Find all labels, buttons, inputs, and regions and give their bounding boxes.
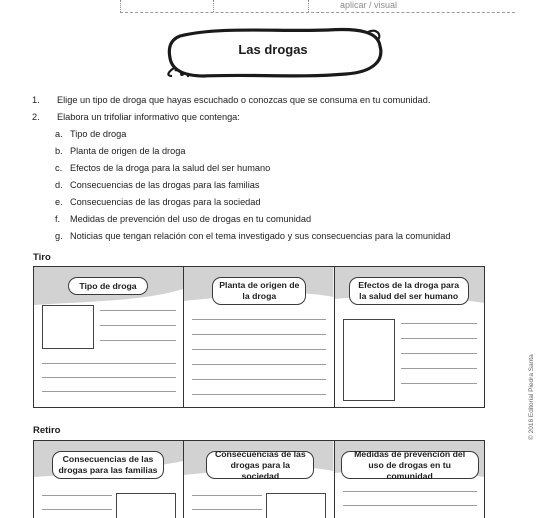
section-label-retiro: Retiro bbox=[33, 425, 61, 436]
write-line bbox=[100, 325, 176, 326]
panel-title: Planta de origen de la droga bbox=[212, 277, 306, 305]
write-line bbox=[42, 495, 112, 496]
sub-item bbox=[30, 194, 535, 211]
write-line bbox=[42, 363, 176, 364]
write-line bbox=[192, 319, 326, 320]
instruction-list bbox=[30, 92, 535, 245]
write-line bbox=[192, 394, 326, 395]
sub-item-text: Noticias que tengan relación con el tema investigado y sus consecuencias para la comunidad bbox=[70, 231, 451, 241]
panel-title: Tipo de droga bbox=[68, 277, 148, 295]
write-line bbox=[192, 509, 262, 510]
write-line bbox=[42, 391, 176, 392]
write-line bbox=[401, 353, 477, 354]
sub-item bbox=[30, 228, 535, 245]
write-line bbox=[42, 377, 176, 378]
sub-item bbox=[30, 211, 535, 228]
panel-title: Efectos de la droga para la salud del ser humano bbox=[349, 277, 469, 305]
instruction-number: 2. bbox=[32, 112, 40, 122]
sub-item bbox=[30, 177, 535, 194]
trifold-panel bbox=[34, 441, 184, 518]
write-line bbox=[401, 368, 477, 369]
write-line bbox=[100, 310, 176, 311]
write-line bbox=[401, 338, 477, 339]
instruction-text: Elabora un trifoliar informativo que contenga: bbox=[57, 112, 240, 122]
sub-item-text: Efectos de la droga para la salud del ser humano bbox=[70, 163, 271, 173]
panel-title: Consecuencias de las drogas para las familias bbox=[52, 451, 164, 479]
top-divider bbox=[213, 0, 214, 12]
instruction-item bbox=[30, 109, 535, 126]
trifold-panel bbox=[335, 267, 484, 407]
write-line bbox=[343, 505, 477, 506]
copyright-note: © 2016 Editorial Piedra Santa bbox=[528, 354, 535, 440]
write-line bbox=[192, 349, 326, 350]
sub-item-letter: g. bbox=[55, 231, 63, 241]
trifold-panel bbox=[184, 441, 334, 518]
top-strip bbox=[0, 0, 550, 16]
sub-item-letter: a. bbox=[55, 129, 63, 139]
sub-item-letter: d. bbox=[55, 180, 63, 190]
top-divider bbox=[120, 0, 121, 12]
panel-title: Consecuencias de las drogas para la sociedad bbox=[206, 451, 314, 479]
write-line bbox=[401, 323, 477, 324]
instruction-text: Elige un tipo de droga que hayas escuchado o conozcas que se consuma en tu comunidad. bbox=[57, 95, 431, 105]
title-cloud bbox=[160, 22, 390, 82]
panel-title: Medidas de prevención del uso de drogas en tu comunidad bbox=[341, 451, 479, 479]
trifold-panel bbox=[335, 441, 484, 518]
image-box bbox=[42, 305, 94, 349]
sub-item-letter: e. bbox=[55, 197, 63, 207]
sub-item-text: Medidas de prevención del uso de drogas en tu comunidad bbox=[70, 214, 312, 224]
sub-item-text: Planta de origen de la droga bbox=[70, 146, 186, 156]
image-box bbox=[343, 319, 395, 401]
skill-tag: aplicar / visual bbox=[340, 0, 398, 10]
sub-item-letter: f. bbox=[55, 214, 61, 224]
sub-item bbox=[30, 160, 535, 177]
page-title: Las drogas bbox=[238, 42, 308, 57]
instruction-item bbox=[30, 92, 535, 109]
write-line bbox=[192, 334, 326, 335]
sub-item-text: Consecuencias de las drogas para las familias bbox=[70, 180, 260, 190]
image-box bbox=[116, 493, 176, 518]
write-line bbox=[192, 379, 326, 380]
image-box bbox=[266, 493, 326, 518]
instruction-number: 1. bbox=[32, 95, 40, 105]
top-divider bbox=[308, 0, 309, 12]
section-label-tiro: Tiro bbox=[33, 252, 51, 263]
sub-item bbox=[30, 126, 535, 143]
trifold-tiro bbox=[33, 266, 485, 408]
trifold-panel bbox=[34, 267, 184, 407]
trifold-retiro bbox=[33, 440, 485, 518]
write-line bbox=[192, 495, 262, 496]
sub-item-letter: c. bbox=[55, 163, 63, 173]
sub-item bbox=[30, 143, 535, 160]
write-line bbox=[343, 491, 477, 492]
sub-item-text: Consecuencias de las drogas para la sociedad bbox=[70, 197, 261, 207]
write-line bbox=[42, 509, 112, 510]
write-line bbox=[100, 340, 176, 341]
sub-item-letter: b. bbox=[55, 146, 63, 156]
top-dashed-line bbox=[120, 12, 515, 13]
sub-item-text: Tipo de droga bbox=[70, 129, 127, 139]
write-line bbox=[401, 383, 477, 384]
trifold-panel bbox=[184, 267, 334, 407]
write-line bbox=[192, 364, 326, 365]
